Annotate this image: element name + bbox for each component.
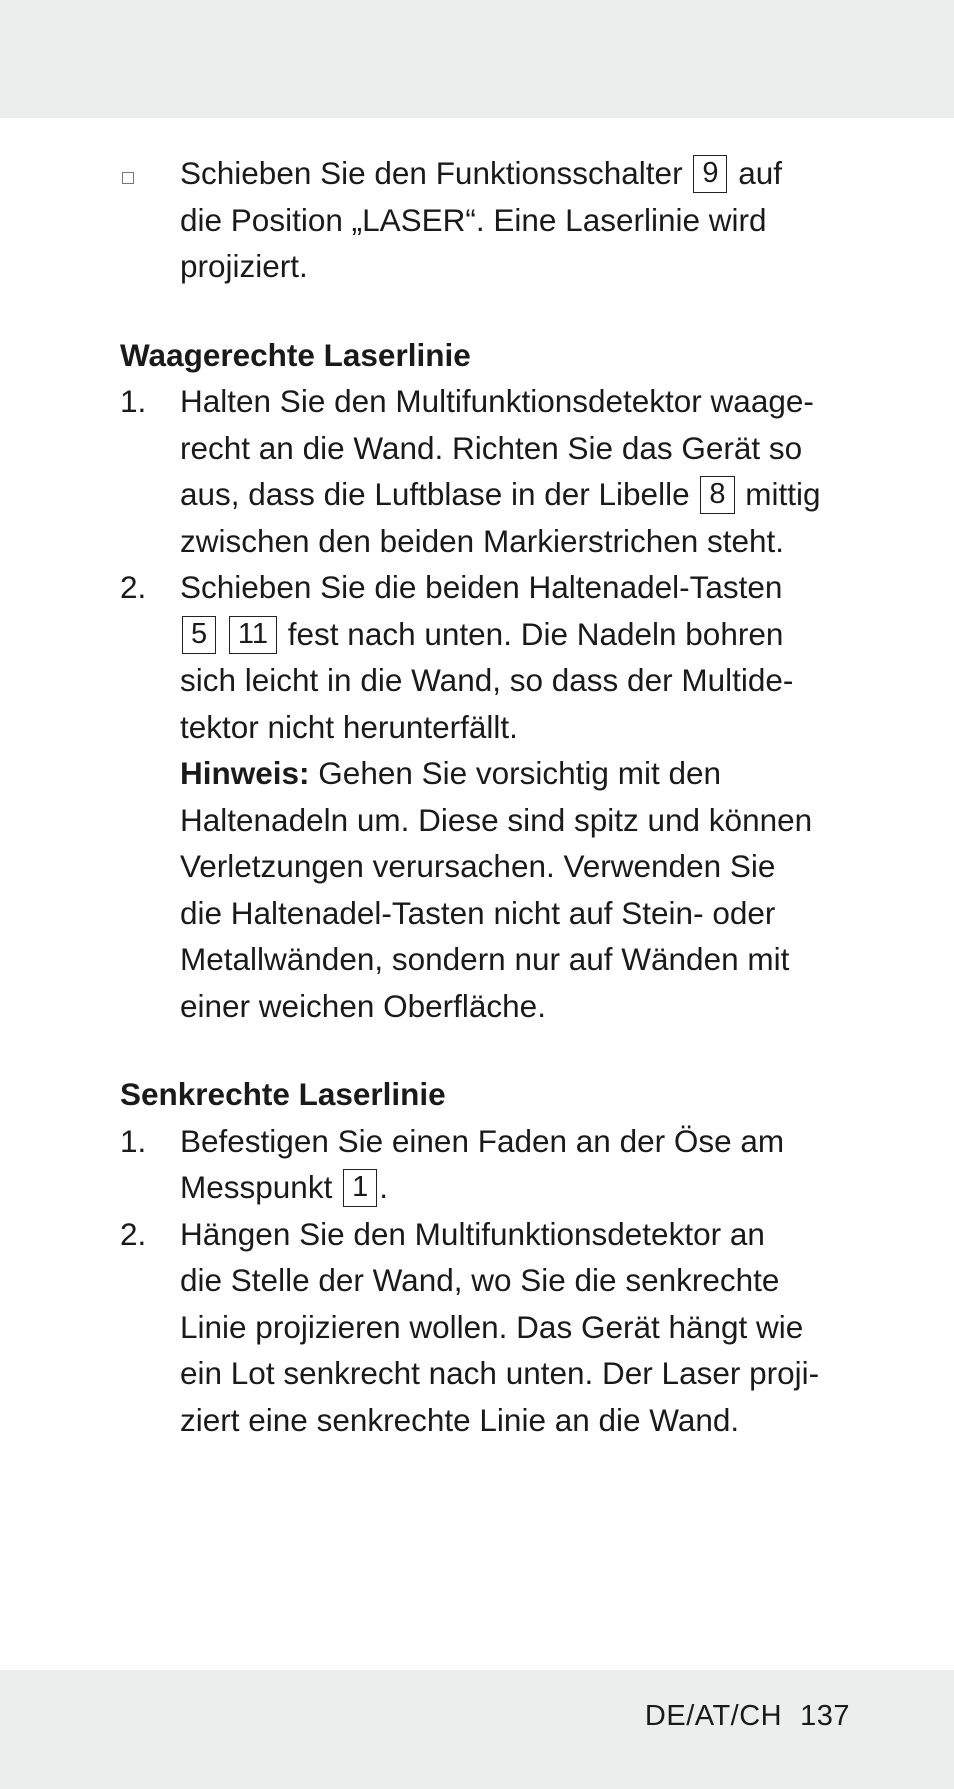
list-number: 2. (120, 569, 147, 605)
bullet-text: die Position „LASER“. Eine Laserlinie wird (180, 201, 767, 238)
list-text: Messpunkt (180, 1169, 333, 1205)
footer-region: DE/AT/CH (644, 1700, 783, 1732)
list-text: Linie projizieren wollen. Das Gerät hängt wie (180, 1308, 804, 1345)
note-text: Verletzungen verursachen. Verwenden Sie (180, 848, 776, 884)
list-text: Schieben Sie die beiden Haltenadel-Tasten (180, 569, 783, 605)
list-text: tektor nicht herunterfällt. (180, 708, 518, 745)
list-text: ein Lot senkrecht nach unten. Der Laser proji- (180, 1355, 820, 1391)
ref-box: 9 (693, 155, 727, 193)
list-number: 1. (120, 1122, 147, 1159)
ref-box: 1 (343, 1169, 377, 1207)
list-text: Befestigen Sie einen Faden an der Öse am (180, 1122, 785, 1159)
list-item (120, 1211, 840, 1444)
list-text: aus, dass die Luftblase in der Libelle (180, 476, 690, 512)
list-text: mittig (745, 476, 821, 512)
list-number: 1. (120, 383, 147, 419)
list-text: Halten Sie den Multifunktionsdetektor waage- (180, 383, 814, 419)
page-content (120, 150, 840, 1443)
list-text: sich leicht in die Wand, so dass der Multide- (180, 662, 794, 698)
page-footer (645, 1700, 850, 1733)
bullet-text: auf (738, 155, 783, 191)
note-label: Hinweis: (180, 755, 310, 791)
bullet-item (120, 150, 840, 290)
ref-box: 11 (229, 616, 277, 654)
list-text: Hängen Sie den Multifunktionsdetektor an (180, 1215, 765, 1252)
note-text: die Haltenadel-Tasten nicht auf Stein- oder (180, 894, 776, 931)
top-band (0, 0, 954, 118)
list-item (120, 564, 840, 1029)
list-text: die Stelle der Wand, wo Sie die senkrechte (180, 1262, 780, 1298)
note-text: einer weichen Oberfläche. (180, 987, 546, 1024)
list-text: recht an die Wand. Richten Sie das Gerät so (180, 429, 803, 466)
list-text: fest nach unten. Die Nadeln bohren (287, 615, 784, 652)
bullet-square-icon (122, 172, 134, 184)
list-item (120, 1118, 840, 1211)
bullet-text: Schieben Sie den Funktionsschalter (180, 155, 683, 191)
list-text: ziert eine senkrechte Linie an die Wand. (180, 1401, 740, 1438)
ref-box: 8 (700, 476, 734, 514)
note-text: Metallwänden, sondern nur auf Wänden mit (180, 941, 790, 977)
page-number: 137 (800, 1700, 850, 1732)
note-text: Haltenadeln um. Diese sind spitz und können (180, 801, 813, 838)
list-number: 2. (120, 1215, 147, 1252)
note-text: Gehen Sie vorsichtig mit den (318, 755, 721, 791)
list-text: . (379, 1169, 388, 1205)
ref-box: 5 (182, 616, 216, 654)
bullet-text: projiziert. (180, 248, 308, 284)
list-text: zwischen den beiden Markierstrichen steht. (180, 522, 785, 559)
section-heading: Senkrechte Laserlinie (120, 1076, 446, 1112)
section-heading: Waagerechte Laserlinie (120, 336, 471, 373)
list-item (120, 378, 840, 564)
